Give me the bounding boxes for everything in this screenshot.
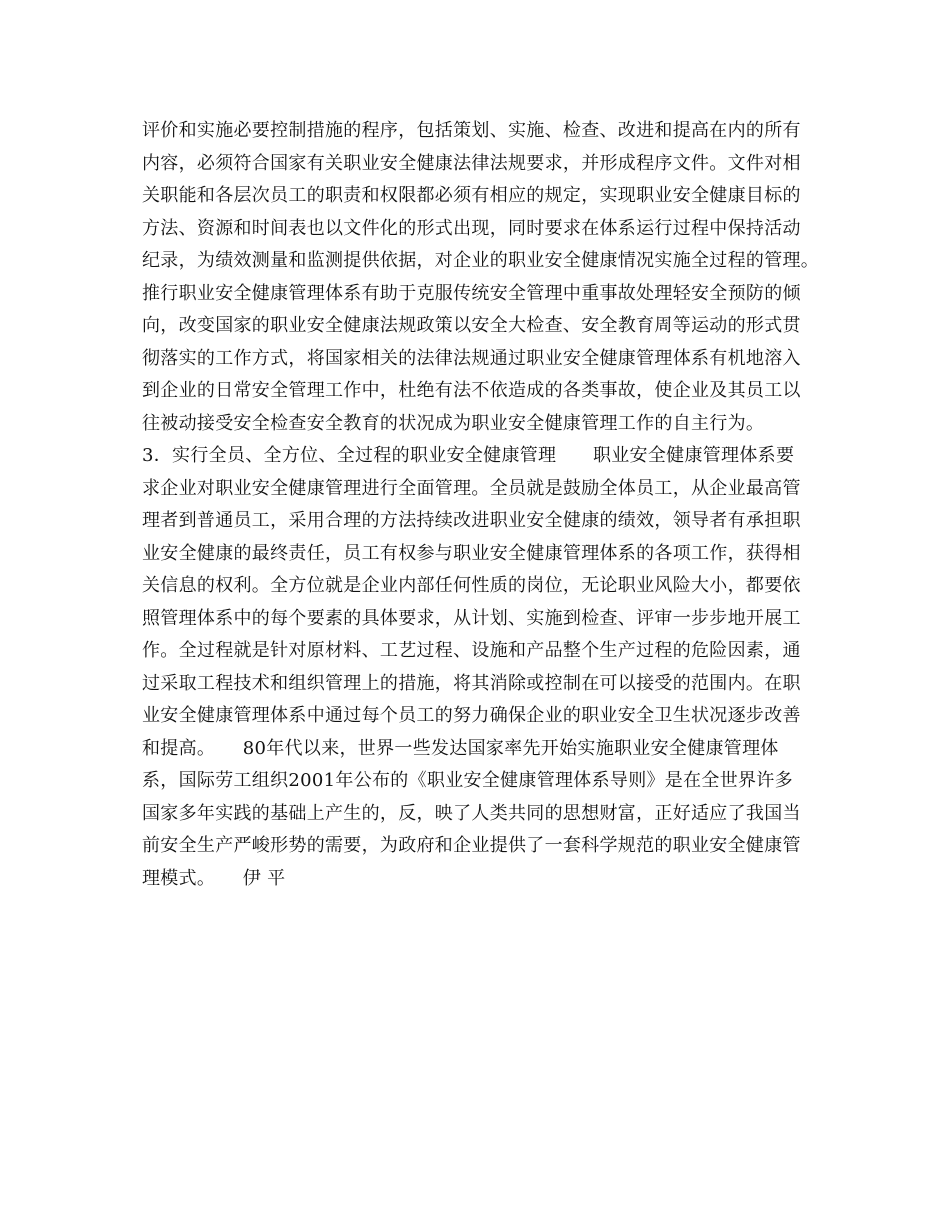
text-line: 方法、资源和时间表也以文件化的形式出现，同时要求在体系运行过程中保持活动 — [142, 217, 801, 239]
text-line: 推行职业安全健康管理体系有助于克服传统安全管理中重事故处理轻安全预防的倾 — [142, 282, 801, 304]
text-line: 照管理体系中的每个要素的具体要求，从计划、实施到检查、评审一步步地开展工 — [142, 607, 801, 629]
text-line: 国家多年实践的基础上产生的，反，映了人类共同的思想财富，正好适应了我国当 — [142, 802, 801, 824]
text-line: 作。全过程就是针对原材料、工艺过程、设施和产品整个生产过程的危险因素，通 — [142, 640, 801, 661]
text-line: 系，国际劳工组织2001年公布的《职业安全健康管理体系导则》是在全世界许多 — [142, 770, 793, 791]
text-line: 理者到普通员工，采用合理的方法持续改进职业安全健康的绩效，领导者有承担职 — [142, 510, 801, 531]
body-text — [142, 115, 822, 895]
text-line: 关信息的权利。全方位就是企业内部任何性质的岗位，无论职业风险大小，都要依 — [142, 575, 801, 596]
text-line: 关职能和各层次员工的职责和权限都必须有相应的规定，实现职业安全健康目标的 — [142, 185, 801, 206]
author-signature-line: 理模式。 伊 平 — [142, 867, 286, 889]
section-heading-line: 3．实行全员、全方位、全过程的职业安全健康管理 职业安全健康管理体系要 — [142, 445, 795, 466]
text-line: 业安全健康管理体系中通过每个员工的努力确保企业的职业安全卫生状况逐步改善 — [142, 705, 801, 726]
text-line: 评价和实施必要控制措施的程序，包括策划、实施、检查、改进和提高在内的所有 — [142, 120, 801, 141]
text-line: 求企业对职业安全健康管理进行全面管理。全员就是鼓励全体员工，从企业最高管 — [142, 477, 801, 499]
text-line: 到企业的日常安全管理工作中，杜绝有法不依造成的各类事故，使企业及其员工以 — [142, 380, 801, 401]
text-line: 和提高。 80年代以来，世界一些发达国家率先开始实施职业安全健康管理体 — [142, 737, 779, 759]
text-line: 业安全健康的最终责任，员工有权参与职业安全健康管理体系的各项工作，获得相 — [142, 542, 801, 564]
text-line: 内容，必须符合国家有关职业安全健康法律法规要求，并形成程序文件。文件对相 — [142, 152, 801, 174]
text-line: 彻落实的工作方式，将国家相关的法律法规通过职业安全健康管理体系有机地溶入 — [142, 347, 801, 369]
text-line: 过采取工程技术和组织管理上的措施，将其消除或控制在可以接受的范围内。在职 — [142, 672, 801, 694]
text-line: 前安全生产严峻形势的需要，为政府和企业提供了一套科学规范的职业安全健康管 — [142, 835, 801, 856]
text-line: 纪录，为绩效测量和监测提供依据，对企业的职业安全健康情况实施全过程的管理。 — [142, 250, 820, 271]
text-line: 往被动接受安全检查安全教育的状况成为职业安全健康管理工作的自主行为。 — [142, 412, 765, 434]
text-line: 向，改变国家的职业安全健康法规政策以安全大检查、安全教育周等运动的形式贯 — [142, 315, 801, 336]
